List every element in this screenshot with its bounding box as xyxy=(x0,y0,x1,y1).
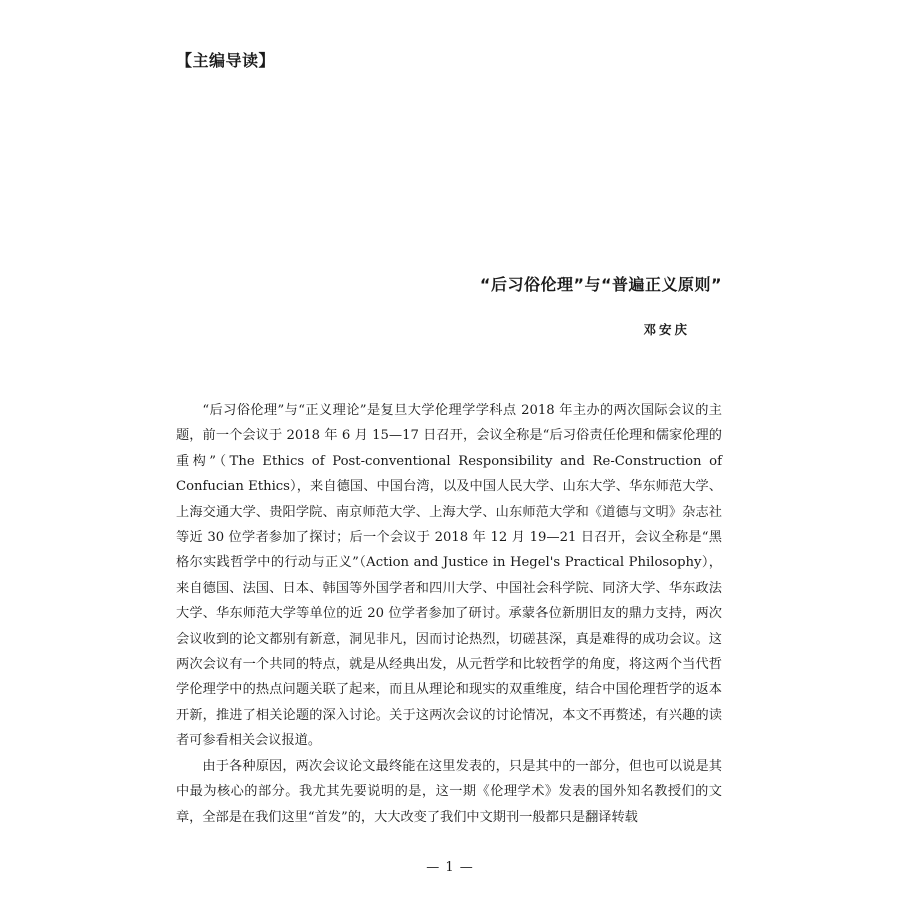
section-label: 【主编导读】 xyxy=(176,51,276,70)
paragraph-2: 由于各种原因，两次会议论文最终能在这里发表的，只是其中的一部分，但也可以说是其中最为核心的部分。我尤其先要说明的是，这一期《伦理学术》发表的国外知名教授们的文章，全部是在我们这里“首发”的，大大改变了我们中文期刊一般都只是翻译转载 xyxy=(176,758,722,825)
article-body xyxy=(176,398,722,830)
page-number: — 1 — xyxy=(426,860,474,875)
author-name: 邓安庆 xyxy=(643,322,690,337)
article-title: “后习俗伦理”与“普遍正义原则” xyxy=(479,275,722,294)
paragraph-1: “后习俗伦理”与“正义理论”是复旦大学伦理学学科点 2018 年主办的两次国际会议的主题，前一个会议于 2018 年 6 月 15—17 日召开，会议全称是“后习俗责任伦理和儒家伦理的重构”（The Ethics of Post-conventional Responsibility and Re-Construction of Confucian Ethics），来自德国、中国台湾，以及中国人民大学、山东大学、华东师范大学、上海交通大学、贵阳学院、南京师范大学、上海大学、山东师范大学和《道德与文明》杂志社等近 30 位学者参加了探讨；后一个会议于 2018 年 12 月 19—21 日召开，会议全称是“黑格尔实践哲学中的行动与正义”（Action and Justice in Hegel's Practical Philosophy），来自德国、法国、日本、韩国等外国学者和四川大学、中国社会科学院、同济大学、华东政法大学、华东师范大学等单位的近 20 位学者参加了研讨。承蒙各位新朋旧友的鼎力支持，两次会议收到的论文都别有新意，洞见非凡，因而讨论热烈，切磋甚深，真是难得的成功会议。这两次会议有一个共同的特点，就是从经典出发，从元哲学和比较哲学的角度，将这两个当代哲学伦理学中的热点问题关联了起来，而且从理论和现实的双重维度，结合中国伦理哲学的返本开新，推进了相关论题的深入讨论。关于这两次会议的讨论情况，本文不再赘述，有兴趣的读者可参看相关会议报道。 xyxy=(176,403,722,749)
